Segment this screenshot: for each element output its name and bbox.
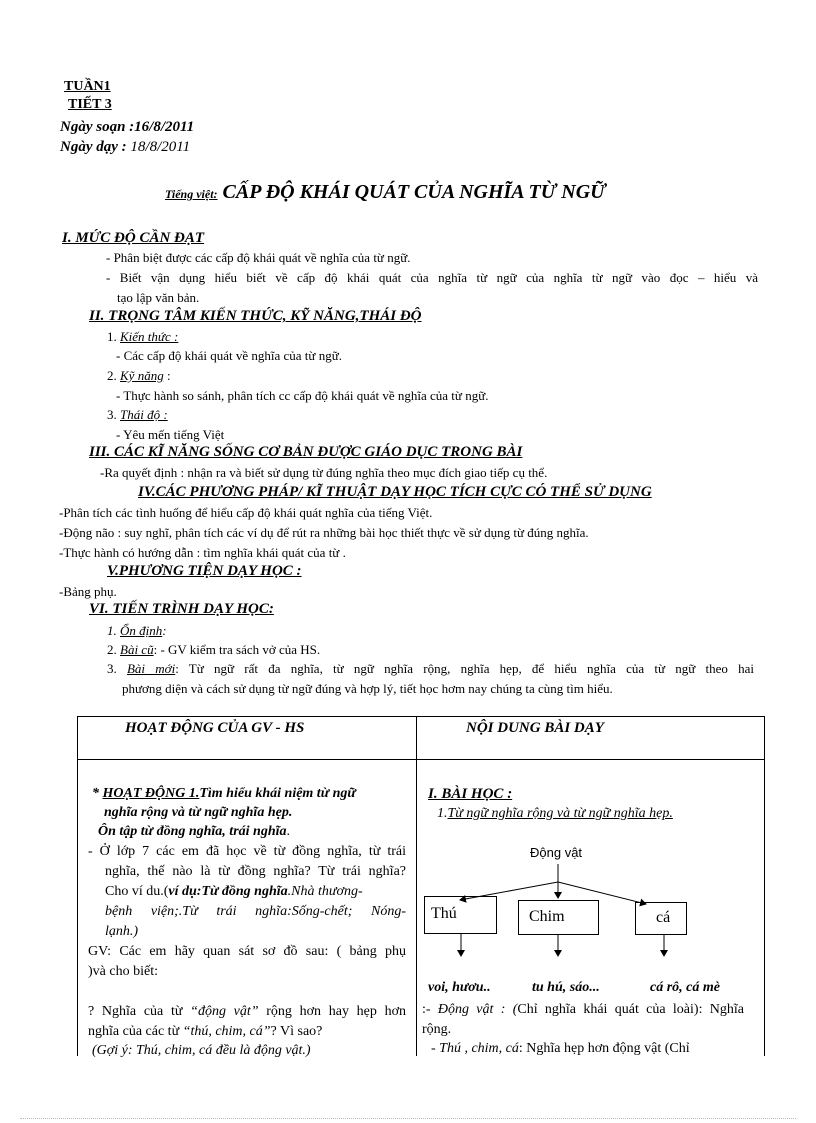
lesson-heading: I. BÀI HỌC : <box>428 786 513 802</box>
table-header-activities: HOẠT ĐỘNG CỦA GV - HS <box>125 720 305 736</box>
teach-date: Ngày dạy : 18/8/2011 <box>60 139 191 155</box>
review-title: Ôn tập từ đồng nghĩa, trái nghĩa. <box>98 824 291 839</box>
section2-heading: II. TRỌNG TÂM KIẾN THỨC, KỸ NĂNG,THÁI ĐỘ <box>89 308 422 324</box>
activity-1-title-line2: nghĩa rộng và từ ngữ nghĩa hẹp. <box>104 805 293 820</box>
section6-heading: VI. TIẾN TRÌNH DẠY HỌC: <box>89 601 274 617</box>
note-narrow: - Thú , chim, cá: Nghĩa hẹp hơn động vật (Chỉ <box>431 1041 690 1056</box>
section4-line3: -Thực hành có hướng dẫn : tìm nghĩa khái quát của từ . <box>59 545 346 560</box>
lesson-subheading: 1.Từ ngữ nghĩa rộng và từ ngữ nghĩa hẹp. <box>437 806 673 821</box>
step-1: 1. Ổn định: <box>107 623 167 638</box>
q1-line2: nghĩa, thế nào là từ đồng nghĩa? Từ trái nghĩa? <box>105 864 406 879</box>
knowledge-label: 1. Kiến thức : <box>107 329 179 344</box>
node-ca-label: cá <box>656 909 671 926</box>
step-3: 3. Bài mới: Từ ngữ rất đa nghĩa, từ ngữ nghĩa rộng, nghĩa hẹp, để hiểu nghĩa của từ ngữ theo hai <box>107 661 755 676</box>
step-3-line2: phương diện và cách sử dụng từ ngữ đúng và hợp lý, tiết học hơm nay chúng ta cùng tìm hiểu. <box>122 681 613 696</box>
attitude-text: - Yêu mến tiếng Việt <box>116 427 225 442</box>
section3-heading: III. CÁC KĨ NĂNG SỐNG CƠ BẢN ĐƯỢC GIÁO DỤC TRONG BÀI <box>89 444 523 460</box>
note-broad-line2: rộng. <box>422 1022 452 1037</box>
section1-line1: - Phân biệt được các cấp độ khái quát về nghĩa của từ ngữ. <box>106 250 411 265</box>
section4-line2: -Động não : suy nghĩ, phân tích các ví dụ để rút ra những bài học thiết thực về sử dụng từ đúng nghĩa. <box>59 525 589 540</box>
week-label: TUẦN1 <box>64 79 111 94</box>
hint: (Gợi ý: Thú, chim, cá đều là động vật.) <box>92 1043 311 1058</box>
section1-line2: - Biết vận dụng hiểu biết về cấp độ khái quát của nghĩa từ ngữ của nghĩa từ ngữ vào đọc – hiểu và <box>106 270 758 285</box>
node-thu-label: Thú <box>431 905 457 922</box>
step-2: 2. Bài cũ: - GV kiểm tra sách vở của HS. <box>107 642 321 657</box>
diagram-root-label: Động vật <box>530 845 583 860</box>
page-footer-divider <box>20 1118 796 1119</box>
attitude-label: 3. Thái độ : <box>107 407 168 422</box>
gv-instruction-line2: )và cho biết: <box>88 964 158 979</box>
q1-line3: Cho ví du.(ví dụ:Từ đồng nghĩa.Nhà thương- <box>105 884 363 899</box>
example-thu: voi, hươu.. <box>428 980 491 995</box>
question-line2: nghĩa của các từ “thú, chim, cá”? Vì sao? <box>88 1024 323 1039</box>
lesson-label: TIẾT 3 <box>68 97 112 112</box>
section1-line3: tạo lập văn bản. <box>117 290 200 305</box>
q1-line1: - Ở lớp 7 các em đã học về từ đồng nghĩa, từ trái <box>88 844 406 859</box>
node-chim-label: Chim <box>529 908 565 925</box>
table-header-divider <box>77 759 765 760</box>
section4-line1: -Phân tích các tình huống để hiểu cấp độ khái quát nghĩa của tiếng Việt. <box>59 505 433 520</box>
table-header-content: NỘI DUNG BÀI DẠY <box>466 720 604 736</box>
section3-line1: -Ra quyết định : nhận ra và biết sử dụng từ đúng nghĩa theo mục đích giao tiếp cụ thể. <box>100 465 548 480</box>
section4-heading: IV.CÁC PHƯƠNG PHÁP/ KĨ THUẬT DẠY HỌC TÍCH CỰC CÓ THỂ SỬ DỤNG <box>138 484 652 500</box>
section1-heading: I. MỨC ĐỘ CẦN ĐẠT <box>62 230 205 246</box>
page-title: Tiếng việt: CẤP ĐỘ KHÁI QUÁT CỦA NGHĨA TỪ NGỮ <box>165 181 606 203</box>
node-chim <box>518 900 599 935</box>
activity-1-title: * HOẠT ĐỘNG 1.Tìm hiểu khái niệm từ ngữ <box>92 786 356 801</box>
q1-line5: lạnh.) <box>105 924 139 939</box>
gv-instruction: GV: Các em hãy quan sát sơ đồ sau: ( bảng phụ <box>88 944 406 959</box>
node-thu <box>424 896 497 934</box>
skill-label: 2. Kỹ năng : <box>107 368 171 383</box>
question-line1: ? Nghĩa của từ “động vật” rộng hơn hay hẹp hơn <box>88 1004 406 1019</box>
section5-line1: -Bảng phụ. <box>59 584 117 599</box>
knowledge-text: - Các cấp độ khái quát về nghĩa của từ ngữ. <box>116 348 342 363</box>
example-ca: cá rô, cá mè <box>650 980 720 995</box>
prep-date: Ngày soạn :16/8/2011 <box>60 119 195 135</box>
node-ca <box>635 902 687 935</box>
skill-text: - Thực hành so sánh, phân tích cc cấp độ khái quát về nghĩa của từ ngữ. <box>116 388 489 403</box>
q1-line4: bệnh viện;.Từ trái nghĩa:Sống-chết; Nóng- <box>105 904 406 919</box>
section5-heading: V.PHƯƠNG TIỆN DẠY HỌC : <box>107 563 302 579</box>
note-broad: :- Động vật : (Chỉ nghĩa khái quát của loài): Nghĩa <box>422 1002 744 1017</box>
example-chim: tu hú, sáo... <box>532 980 600 995</box>
